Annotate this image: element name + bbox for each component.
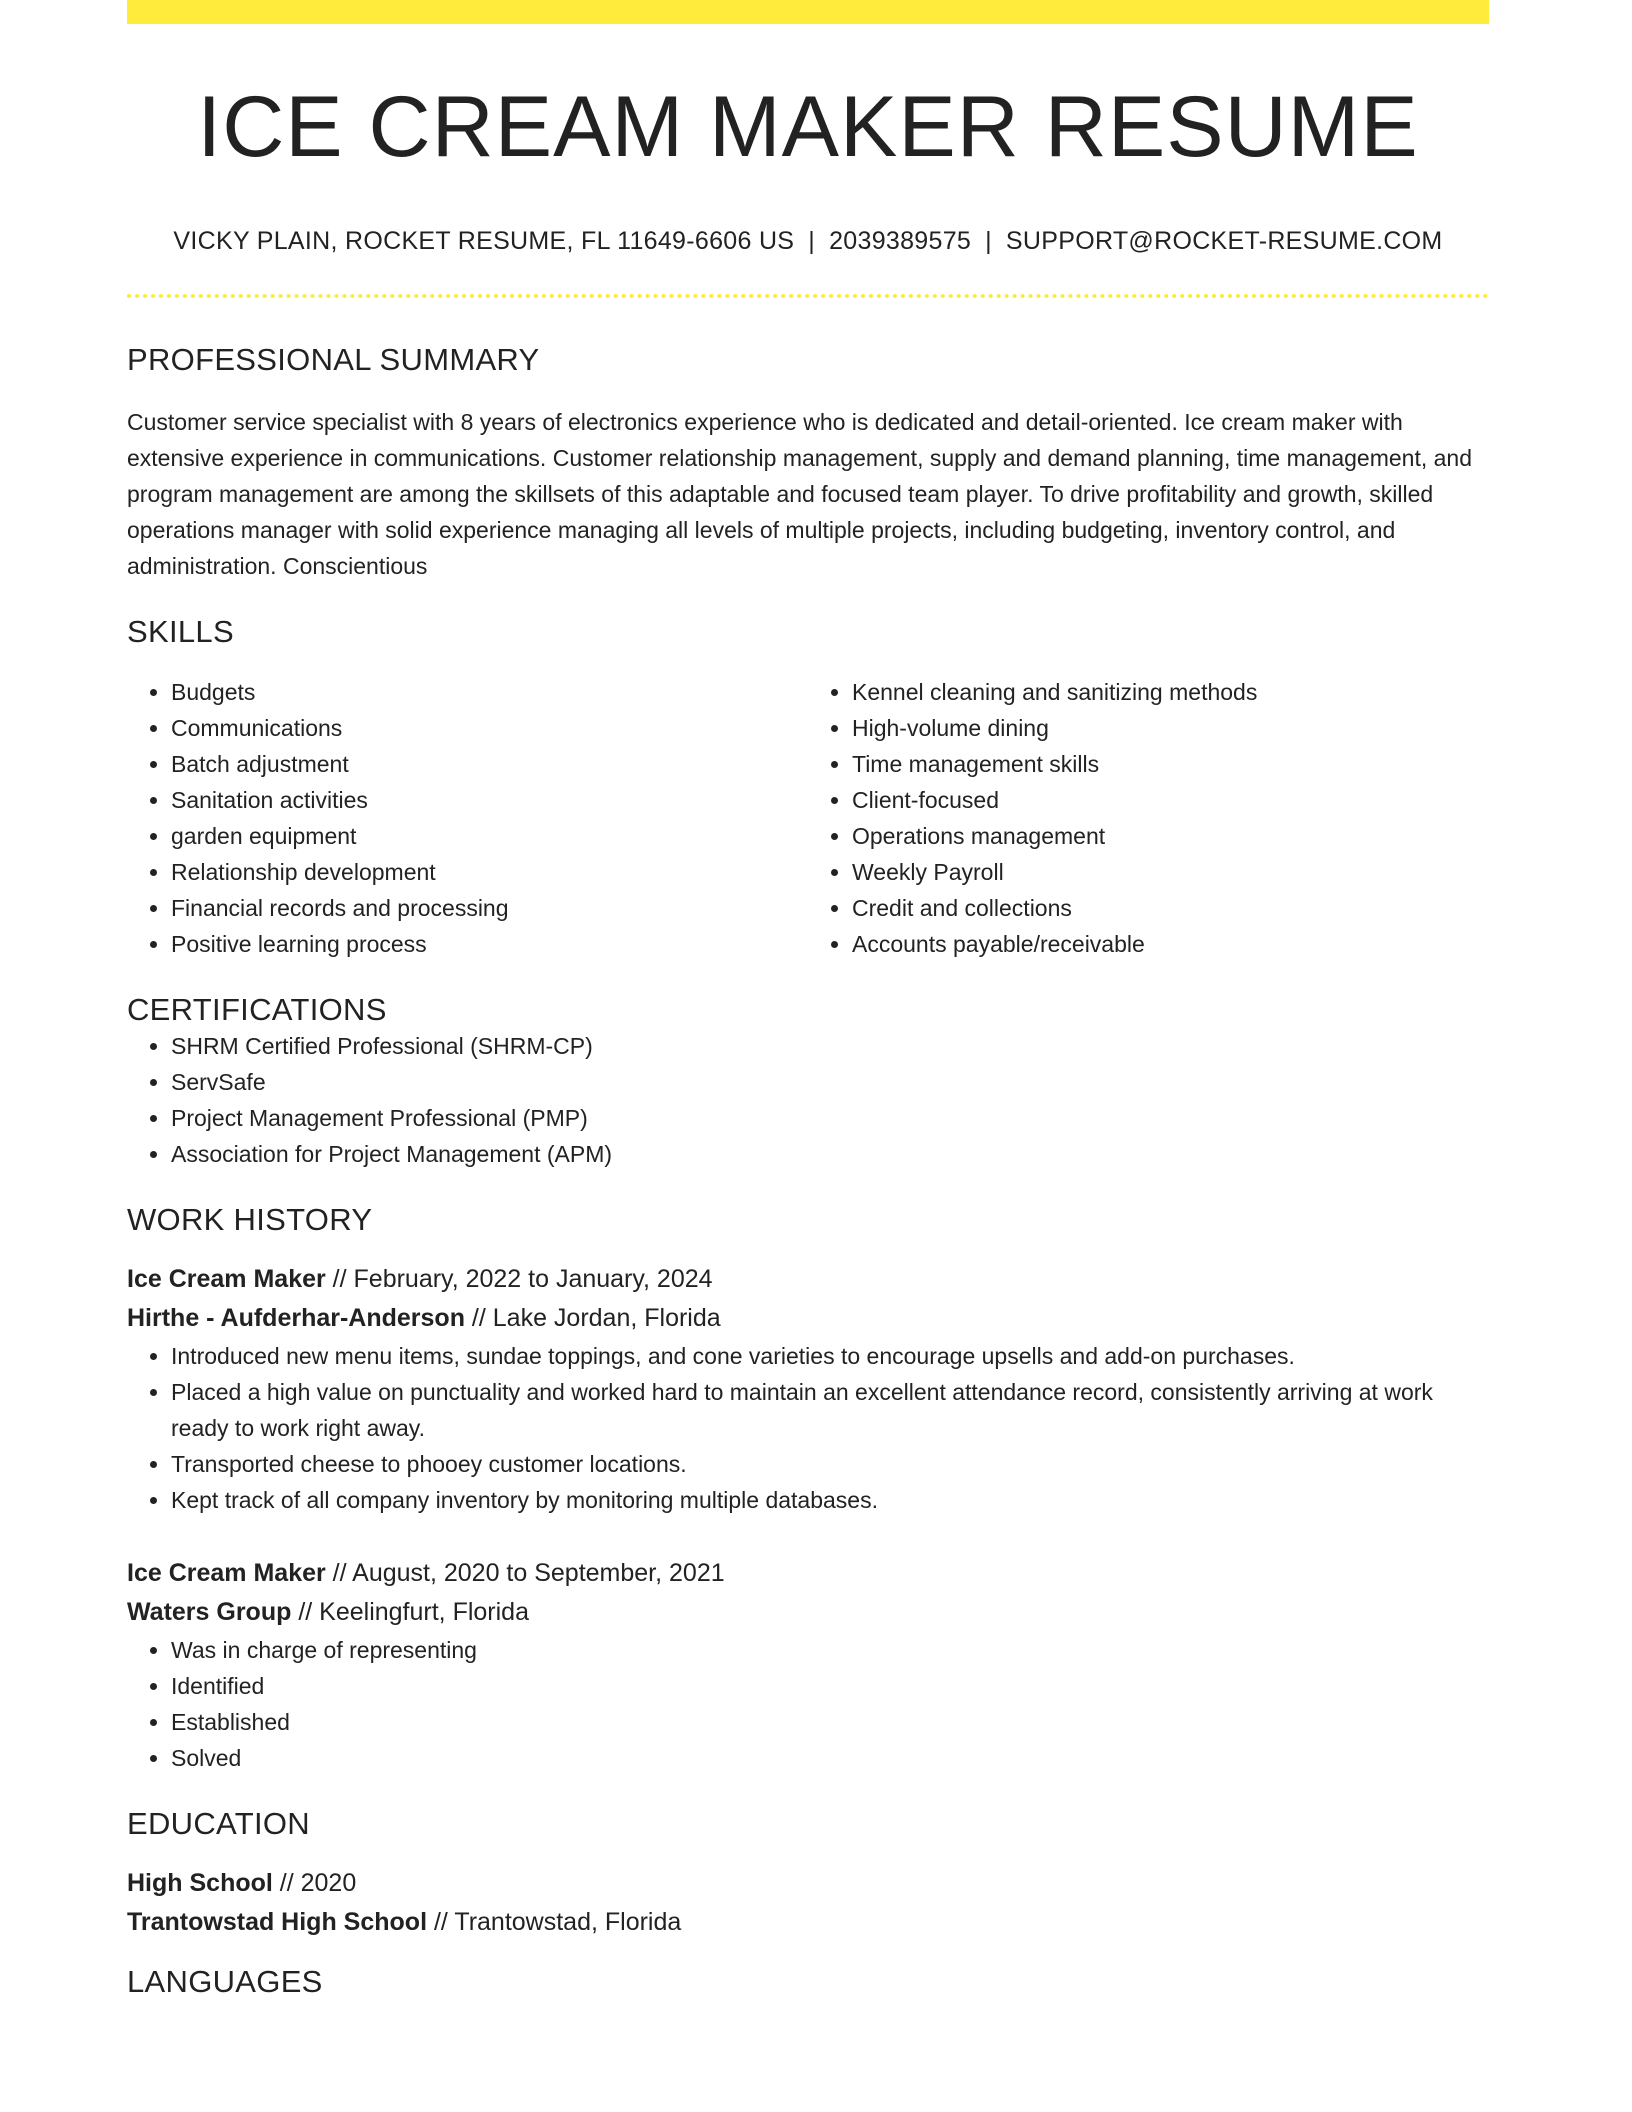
certification-item: • ServSafe — [171, 1064, 1489, 1100]
skill-item: • Sanitation activities — [171, 782, 808, 818]
resume-title: ICE CREAM MAKER RESUME — [197, 79, 1419, 175]
job-position: Ice Cream Maker — [127, 1558, 326, 1587]
job-company: Hirthe - Aufderhar-Anderson — [127, 1303, 465, 1332]
job-dates: // August, 2020 to September, 2021 — [325, 1558, 725, 1587]
job-duty-item: • Established — [171, 1704, 1489, 1740]
languages-heading: LANGUAGES — [127, 1963, 323, 1999]
skill-item: • Communications — [171, 710, 808, 746]
certifications-heading: CERTIFICATIONS — [127, 991, 387, 1027]
job-duty-item: • Placed a high value on punctuality and worked hard to maintain an excellent attendance record, consistently arriving at work ready to work right away. — [171, 1374, 1489, 1446]
education-entry — [127, 1864, 1489, 1942]
job-duty-item: • Was in charge of representing — [171, 1632, 1489, 1668]
job-position-line — [127, 1260, 1489, 1299]
education-school: Trantowstad High School — [127, 1907, 428, 1936]
work-history-heading: WORK HISTORY — [127, 1201, 373, 1237]
job-position: Ice Cream Maker — [127, 1264, 326, 1293]
education-location: // Trantowstad, Florida — [427, 1907, 682, 1936]
job-duties-list — [127, 1632, 1489, 1776]
job-duty-item: • Transported cheese to phooey customer locations. — [171, 1446, 1489, 1482]
skill-item: • Batch adjustment — [171, 746, 808, 782]
skill-item: • Budgets — [171, 674, 808, 710]
skills-columns — [127, 674, 1489, 962]
job-duty-item: • Kept track of all company inventory by monitoring multiple databases. — [171, 1482, 1489, 1518]
summary-text: Customer service specialist with 8 years of electronics experience who is dedicated and detail-oriented. Ice cream maker with extensive experience in communications. Customer relationship management, supply and demand planning, time management, and program management are among the skillsets of this adaptable and focused team player. To drive profitability and growth, skilled operations manager with solid experience managing all levels of multiple projects, including budgeting, inventory control, and administration. Conscientious — [127, 408, 1472, 579]
job-duties-list — [127, 1338, 1489, 1518]
job-company: Waters Group — [127, 1597, 292, 1626]
contact-separator: | — [985, 226, 992, 255]
education-school-line — [127, 1903, 1489, 1942]
skill-item: • Kennel cleaning and sanitizing methods — [852, 674, 1489, 710]
summary-heading: PROFESSIONAL SUMMARY — [127, 341, 540, 377]
skill-item: • garden equipment — [171, 818, 808, 854]
contact-separator: | — [808, 226, 816, 255]
skill-item: • Credit and collections — [852, 890, 1489, 926]
certification-item: • Project Management Professional (PMP) — [171, 1100, 1489, 1136]
job-position-line — [127, 1554, 1489, 1593]
certifications-list — [127, 1028, 1489, 1172]
job-entry — [127, 1260, 1489, 1518]
skill-item: • Financial records and processing — [171, 890, 808, 926]
skill-item: • Client-focused — [852, 782, 1489, 818]
job-company-line — [127, 1299, 1489, 1338]
skill-item: • Weekly Payroll — [852, 854, 1489, 890]
skills-left-list — [127, 674, 808, 962]
job-location: // Lake Jordan, Florida — [464, 1303, 721, 1332]
education-heading: EDUCATION — [127, 1805, 310, 1841]
contact-line — [127, 227, 1489, 256]
job-entry — [127, 1554, 1489, 1776]
skills-right-list — [808, 674, 1489, 962]
job-duty-item: • Identified — [171, 1668, 1489, 1704]
certification-item: • Association for Project Management (APM) — [171, 1136, 1489, 1172]
education-degree-line — [127, 1864, 1489, 1903]
contact-phone: 2039389575 — [829, 226, 972, 255]
skills-heading: SKILLS — [127, 613, 234, 649]
dotted-divider — [127, 294, 1489, 298]
job-location: // Keelingfurt, Florida — [291, 1597, 529, 1626]
skill-item: • Accounts payable/receivable — [852, 926, 1489, 962]
education-degree: High School — [127, 1868, 273, 1897]
accent-top-bar — [127, 0, 1489, 24]
job-dates: // February, 2022 to January, 2024 — [325, 1264, 713, 1293]
job-duty-item: • Introduced new menu items, sundae toppings, and cone varieties to encourage upsells and add-on purchases. — [171, 1338, 1489, 1374]
skill-item: • Relationship development — [171, 854, 808, 890]
education-year: // 2020 — [272, 1868, 357, 1897]
contact-address: VICKY PLAIN, ROCKET RESUME, FL 11649-6606 US — [173, 226, 795, 255]
skill-item: • Positive learning process — [171, 926, 808, 962]
contact-email: SUPPORT@ROCKET-RESUME.COM — [1005, 226, 1443, 255]
resume-page — [127, 0, 1489, 2000]
skill-item: • High-volume dining — [852, 710, 1489, 746]
job-duty-item: • Solved — [171, 1740, 1489, 1776]
skill-item: • Operations management — [852, 818, 1489, 854]
job-company-line — [127, 1593, 1489, 1632]
skill-item: • Time management skills — [852, 746, 1489, 782]
certification-item: • SHRM Certified Professional (SHRM-CP) — [171, 1028, 1489, 1064]
